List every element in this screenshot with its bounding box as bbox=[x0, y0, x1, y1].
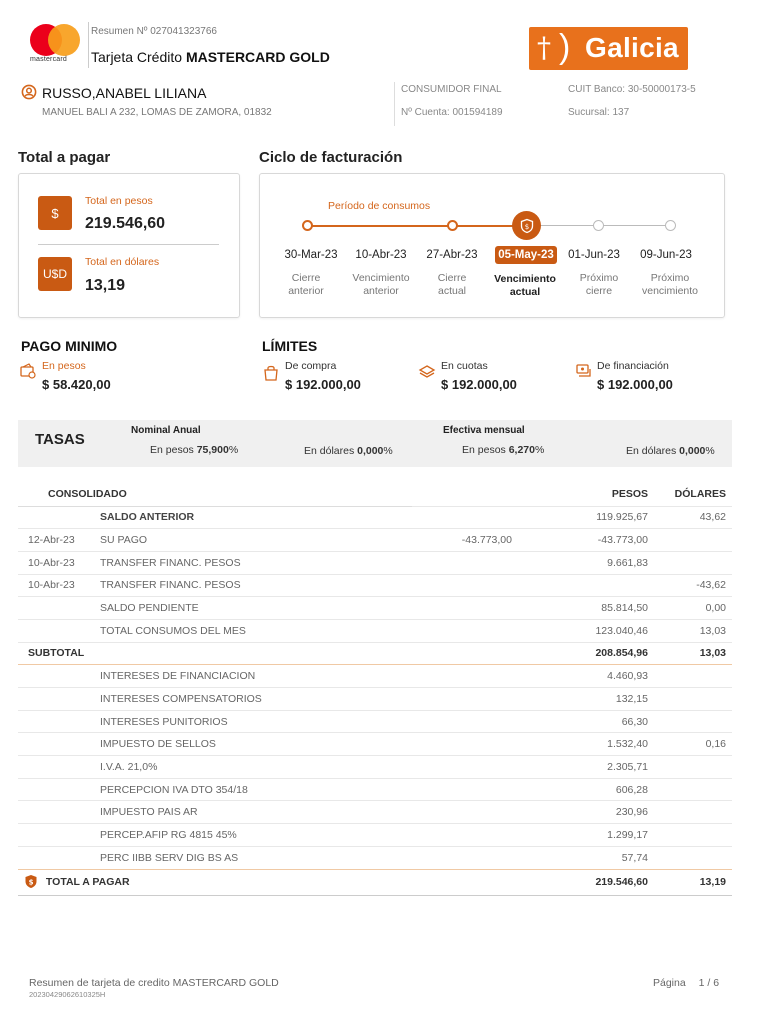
bank-cuit: CUIT Banco: 30-50000173-5 bbox=[568, 84, 696, 95]
date-venc-anterior: 10-Abr-23 bbox=[355, 249, 407, 261]
mastercard-logo bbox=[28, 22, 84, 66]
col-consolidado: CONSOLIDADO bbox=[18, 482, 412, 506]
date-proximo-cierre: 01-Jun-23 bbox=[568, 249, 620, 261]
table-row: PERCEP.AFIP RG 4815 45% 1.299,17 bbox=[18, 824, 732, 847]
table-row: TOTAL CONSUMOS DEL MES 123.040,46 13,03 bbox=[18, 619, 732, 642]
label-proximo-cierre: Próximo cierre bbox=[579, 272, 619, 297]
resumen-number: Resumen Nº 027041323766 bbox=[91, 26, 217, 37]
limite-compra-label: De compra bbox=[285, 360, 337, 372]
dollar-icon: U$D bbox=[38, 257, 72, 291]
table-row: PERC IIBB SERV DIG BS AS 57,74 bbox=[18, 846, 732, 869]
pago-minimo-label: En pesos bbox=[42, 360, 86, 372]
timeline-dot-2 bbox=[447, 220, 458, 231]
table-row: PERCEPCION IVA DTO 354/18 606,28 bbox=[18, 778, 732, 801]
user-icon bbox=[21, 84, 37, 100]
total-pesos-value: 219.546,60 bbox=[85, 215, 166, 232]
client-divider bbox=[394, 82, 395, 126]
financing-icon bbox=[575, 362, 593, 380]
table-row: INTERESES COMPENSATORIOS 132,15 bbox=[18, 688, 732, 711]
galicia-arc-icon: ) bbox=[559, 28, 571, 66]
page-value: 1 / 6 bbox=[698, 977, 720, 989]
mastercard-wordmark: mastercard bbox=[30, 56, 68, 63]
layers-icon bbox=[418, 363, 436, 381]
total-usd: 13,19 bbox=[648, 869, 732, 895]
tasas-title: TASAS bbox=[35, 431, 85, 448]
page-label: Página bbox=[653, 977, 686, 989]
peso-icon: $ bbox=[38, 196, 72, 230]
footer-code: 20230429062610325H bbox=[29, 990, 106, 999]
date-cierre-anterior: 30-Mar-23 bbox=[284, 249, 338, 261]
client-address: MANUEL BALI A 232, LOMAS DE ZAMORA, 01832 bbox=[42, 107, 272, 118]
label-proximo-venc: Próximo vencimiento bbox=[641, 272, 699, 297]
efectiva-title: Efectiva mensual bbox=[443, 425, 525, 436]
date-cierre-actual: 27-Abr-23 bbox=[426, 249, 478, 261]
pago-minimo-value: $ 58.420,00 bbox=[42, 377, 111, 392]
label-venc-anterior: Vencimiento anterior bbox=[352, 272, 410, 297]
label-cierre-anterior: Cierre anterior bbox=[288, 272, 324, 297]
total-label: TOTAL A PAGAR bbox=[45, 876, 130, 888]
payment-due-icon bbox=[512, 211, 541, 240]
table-row: I.V.A. 21,0% 2.305,71 bbox=[18, 756, 732, 779]
label-venc-actual: Vencimiento actual bbox=[494, 273, 556, 298]
timeline-dot-1 bbox=[302, 220, 313, 231]
card-title bbox=[91, 49, 330, 65]
col-pesos: PESOS bbox=[512, 482, 648, 506]
nominal-title: Nominal Anual bbox=[131, 425, 201, 436]
branch: Sucursal: 137 bbox=[568, 107, 630, 118]
ciclo-title: Ciclo de facturación bbox=[259, 149, 403, 166]
total-divider bbox=[38, 244, 219, 245]
total-pesos: 219.546,60 bbox=[512, 869, 648, 895]
total-row bbox=[18, 869, 732, 895]
nominal-usd: En dólares 0,000% bbox=[304, 445, 393, 457]
table-row: 10-Abr-23 TRANSFER FINANC. PESOS -43,62 bbox=[18, 574, 732, 597]
limites-title: LÍMITES bbox=[262, 338, 318, 354]
table-header bbox=[18, 482, 732, 506]
tasas-panel bbox=[18, 420, 732, 467]
footer-text: Resumen de tarjeta de credito MASTERCARD GOLD bbox=[29, 977, 279, 989]
table-row: INTERESES DE FINANCIACION 4.460,93 bbox=[18, 665, 732, 688]
galicia-wordmark: Galicia bbox=[585, 32, 679, 63]
limite-financiacion-label: De financiación bbox=[597, 360, 669, 372]
table-row: 12-Abr-23 SU PAGO -43.773,00 -43.773,00 bbox=[18, 529, 732, 552]
galicia-cross-icon: † bbox=[537, 31, 551, 64]
account-number: Nº Cuenta: 001594189 bbox=[401, 107, 503, 118]
table-row: SALDO PENDIENTE 85.814,50 0,00 bbox=[18, 597, 732, 620]
consolidado-table bbox=[18, 482, 732, 896]
total-pesos-label: Total en pesos bbox=[85, 195, 153, 207]
client-name: RUSSO,ANABEL LILIANA bbox=[42, 85, 207, 101]
shopping-bag-icon bbox=[262, 364, 280, 382]
limite-compra-value: $ 192.000,00 bbox=[285, 377, 361, 392]
label-cierre-actual: Cierre actual bbox=[437, 272, 467, 297]
col-dolares: DÓLARES bbox=[648, 482, 732, 506]
limite-cuotas-value: $ 192.000,00 bbox=[441, 377, 517, 392]
total-usd-value: 13,19 bbox=[85, 277, 126, 294]
total-title: Total a pagar bbox=[18, 149, 111, 166]
galicia-logo bbox=[529, 27, 688, 70]
table-row: IMPUESTO PAIS AR 230,96 bbox=[18, 801, 732, 824]
period-label: Período de consumos bbox=[328, 200, 431, 212]
svg-text:$: $ bbox=[524, 222, 529, 231]
total-card bbox=[18, 173, 240, 318]
header-divider bbox=[88, 22, 89, 68]
card-name: MASTERCARD GOLD bbox=[185, 49, 330, 65]
total-usd-label: Total en dólares bbox=[85, 256, 160, 268]
wallet-icon bbox=[19, 362, 37, 380]
pago-minimo-title: PAGO MINIMO bbox=[21, 338, 118, 354]
svg-text:$: $ bbox=[28, 878, 34, 887]
subtotal-row: SUBTOTAL 208.854,96 13,03 bbox=[18, 642, 732, 665]
timeline-active bbox=[312, 225, 520, 227]
efectiva-pesos: En pesos 6,270% bbox=[462, 444, 545, 456]
consumer-type: CONSUMIDOR FINAL bbox=[401, 84, 502, 95]
date-proximo-venc: 09-Jun-23 bbox=[640, 249, 692, 261]
nominal-pesos: En pesos 75,900% bbox=[150, 444, 239, 456]
efectiva-usd: En dólares 0,000% bbox=[626, 445, 715, 457]
table-row: IMPUESTO DE SELLOS 1.532,40 0,16 bbox=[18, 733, 732, 756]
timeline-dot-5 bbox=[593, 220, 604, 231]
limite-cuotas-label: En cuotas bbox=[441, 360, 488, 372]
payment-icon bbox=[22, 874, 40, 890]
table-row: 10-Abr-23 TRANSFER FINANC. PESOS 9.661,83 bbox=[18, 551, 732, 574]
page-number bbox=[653, 977, 719, 989]
date-venc-actual: 05-May-23 bbox=[495, 246, 557, 264]
table-row: SALDO ANTERIOR 119.925,67 43,62 bbox=[18, 506, 732, 529]
ciclo-card bbox=[259, 173, 725, 318]
table-row: INTERESES PUNITORIOS 66,30 bbox=[18, 710, 732, 733]
timeline-future bbox=[540, 225, 672, 226]
limite-financiacion-value: $ 192.000,00 bbox=[597, 377, 673, 392]
card-prefix: Tarjeta Crédito bbox=[91, 49, 183, 65]
timeline-dot-6 bbox=[665, 220, 676, 231]
